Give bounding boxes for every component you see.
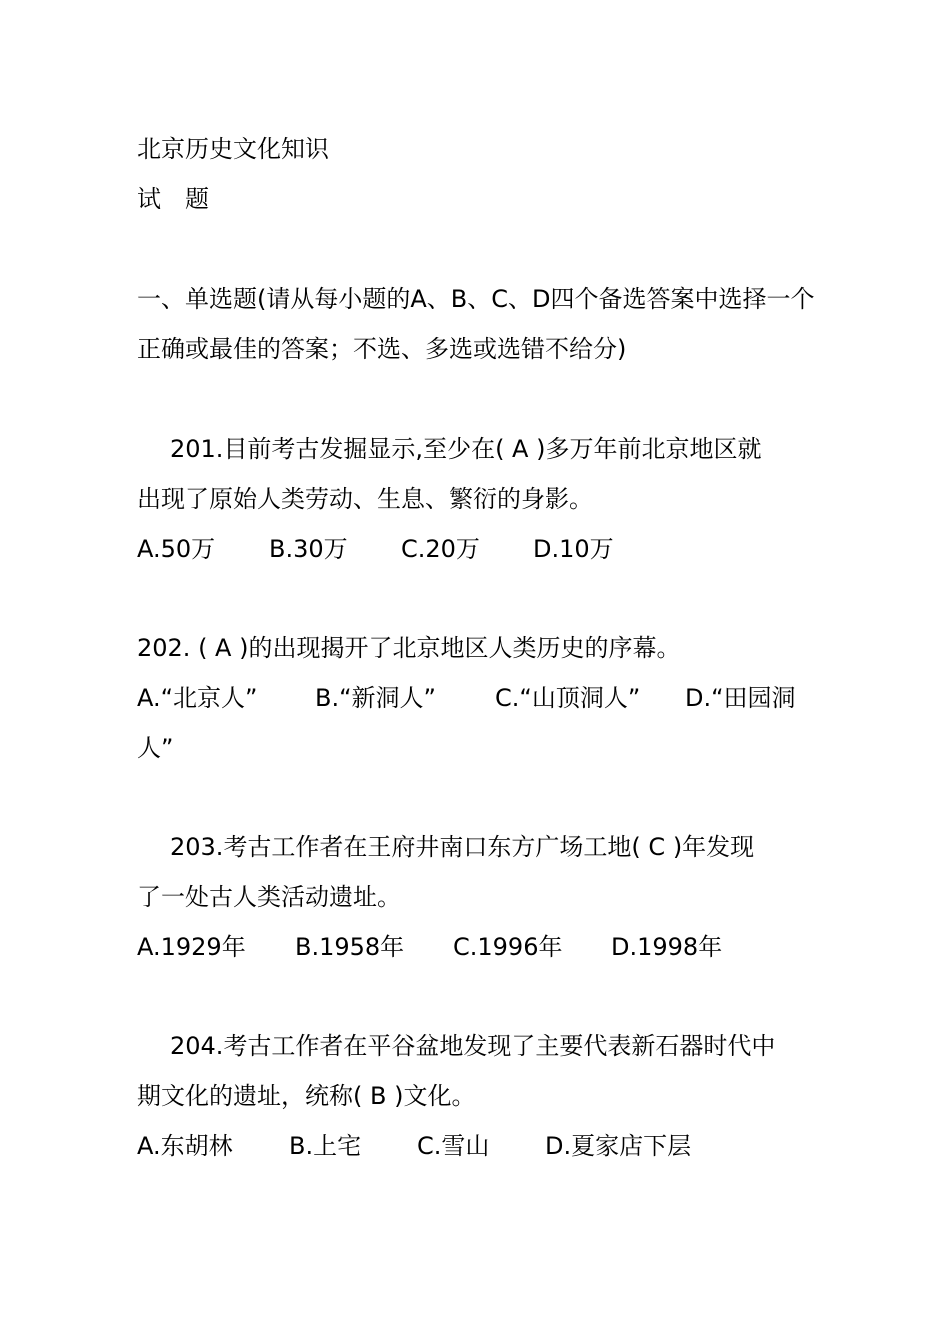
question-202-line1: 202. ( A )的出现揭开了北京地区人类历史的序幕。 xyxy=(137,634,681,662)
option-a: A.50万 xyxy=(137,535,216,563)
section-instruction-line1: 一、单选题(请从每小题的A、B、C、D四个备选答案中选择一个 xyxy=(137,285,815,313)
document-subtitle: 试 题 xyxy=(137,185,209,213)
question-202-options xyxy=(137,682,796,714)
option-b: B.上宅 xyxy=(289,1132,362,1160)
option-c: C.20万 xyxy=(401,535,480,563)
option-d: D.“田园洞 xyxy=(685,684,796,712)
question-204-options xyxy=(137,1130,691,1162)
option-b: B.1958年 xyxy=(295,933,405,961)
section-instruction-line2: 正确或最佳的答案；不选、多选或选错不给分) xyxy=(137,335,627,363)
question-203-options xyxy=(137,931,722,963)
option-b: B.“新洞人” xyxy=(315,684,436,712)
option-c: C.“山顶洞人” xyxy=(495,684,641,712)
option-d: D.夏家店下层 xyxy=(545,1132,692,1160)
option-a: A.“北京人” xyxy=(137,684,258,712)
question-203-line2: 了一处古人类活动遗址。 xyxy=(137,883,401,911)
question-202-options-wrap: 人” xyxy=(137,734,174,762)
question-201-line2: 出现了原始人类劳动、生息、繁衍的身影。 xyxy=(137,485,593,513)
question-201-options xyxy=(137,533,614,565)
option-d: D.1998年 xyxy=(611,933,723,961)
question-204-line1: 204.考古工作者在平谷盆地发现了主要代表新石器时代中 xyxy=(170,1032,776,1060)
option-a: A.东胡林 xyxy=(137,1132,233,1160)
document-title: 北京历史文化知识 xyxy=(137,135,329,163)
option-a: A.1929年 xyxy=(137,933,246,961)
question-204-line2: 期文化的遗址，统称( B )文化。 xyxy=(137,1082,476,1110)
question-201-line1: 201.目前考古发掘显示,至少在( A )多万年前北京地区就 xyxy=(170,435,762,463)
option-c: C.雪山 xyxy=(417,1132,490,1160)
question-203-line1: 203.考古工作者在王府井南口东方广场工地( C )年发现 xyxy=(170,833,755,861)
option-b: B.30万 xyxy=(269,535,348,563)
option-c: C.1996年 xyxy=(453,933,563,961)
option-d: D.10万 xyxy=(533,535,614,563)
